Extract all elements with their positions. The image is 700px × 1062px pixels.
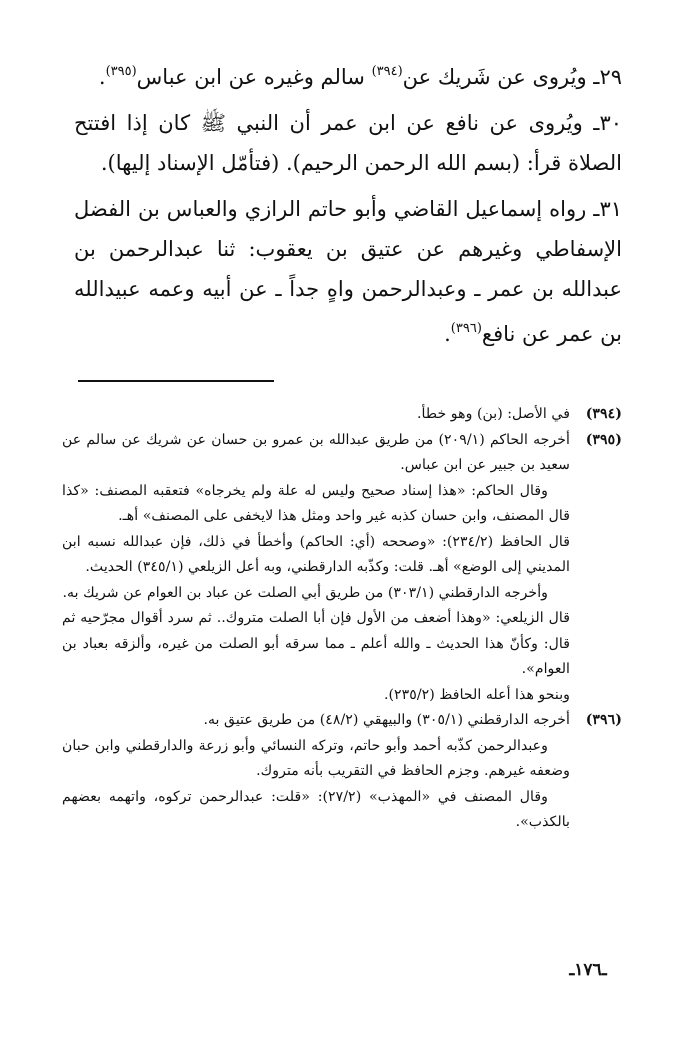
footnote-number: (٣٩٤) xyxy=(585,406,622,422)
footnotes xyxy=(62,402,622,836)
paragraph-31-end: . xyxy=(444,322,451,346)
footnote-text: وبنحو هذا أعله الحافظ (٢٣٥/٢). xyxy=(383,686,570,703)
footnote-divider xyxy=(78,380,274,382)
footnote-text: قال الزيلعي: «وهذا أضعف من الأول فإن أبا الصلت متروك.. ثم سرد أقوال مجرّحيه ثم قال: وكأنّ هذا الحديث ـ والله أعلم ـ مما سرقه أبو الصلت من غيره، وألزقه بعباد بن العوام». xyxy=(62,610,570,677)
footnote-text: وقال الحاكم: «هذا إسناد صحيح وليس له علة ولم يخرجاه» فتعقبه المصنف: «كذا قال المصنف، وابن حسان كذبه غير واحد ومثل هذا لايخفى على المصنف» أهـ. xyxy=(62,482,570,524)
footnote-ref-395[interactable]: (٣٩٥) xyxy=(105,64,137,79)
page-number: ـ١٧٦ـ xyxy=(569,960,607,980)
footnote-text: في الأصل: (بن) وهو خطأ. xyxy=(417,406,570,422)
footnote-396 xyxy=(62,708,622,836)
footnote-text: قال الحافظ (٢٣٤/٢): «وصححه (أي: الحاكم) وأخطأ في ذلك، فإن عبدالله نسبه ابن المديني إلى الوضع» أهـ. قلت: وكذّبه الدارقطني، وبه أعل الزيلعي (٣٤٥/١) الحديث. xyxy=(62,533,570,575)
paragraph-30: ٣٠ـ ويُروى عن نافع عن ابن عمر أن النبي ﷺ كان إذا افتتح الصلاة قرأ: (بسم الله الرحمن الرحيم). (فتأمّل الإسناد إليها). xyxy=(74,111,622,175)
footnote-ref-396[interactable]: (٣٩٦) xyxy=(450,321,482,336)
footnote-text: وأخرجه الدارقطني (٣٠٣/١) من طريق أبي الصلت عن عباد بن العوام عن شريك به. xyxy=(62,584,548,601)
footnote-394 xyxy=(62,402,622,428)
footnote-text: وعبدالرحمن كذّبه أحمد وأبو حاتم، وتركه النسائي وأبو زرعة والدارقطني وابن حبان وضعفه غيرهم. وجزم الحافظ في التقريب بأنه متروك. xyxy=(62,737,570,779)
main-text xyxy=(74,52,622,358)
footnote-ref-394[interactable]: (٣٩٤) xyxy=(371,64,403,79)
footnote-text: أخرجه الحاكم (٢٠٩/١) من طريق عبدالله بن عمرو بن حسان عن شريك عن سالم عن سعيد بن جبير عن ابن عباس. xyxy=(62,431,570,473)
paragraph-29 xyxy=(74,52,622,97)
paragraph-29-text-2: سالم وغيره عن ابن عباس xyxy=(136,65,372,89)
paragraph-29-end: . xyxy=(98,65,106,89)
paragraph-31 xyxy=(74,189,622,354)
paragraph-31-text: ٣١ـ رواه إسماعيل القاضي وأبو حاتم الرازي والعباس بن الفضل الإسفاطي وغيرهم عن عتيق بن يعقوب: ثنا عبدالرحمن بن عبدالله بن عمر ـ وعبدالرحمن واهٍ جداً ـ عن أبيه وعمه عبيدالله بن عمر عن نافع xyxy=(74,197,622,346)
footnote-number: (٣٩٦) xyxy=(585,712,622,728)
footnote-text: وقال المصنف في «المهذب» (٢٧/٢): «قلت: عبدالرحمن تركوه، واتهمه بعضهم بالكذب». xyxy=(62,788,570,830)
footnote-number: (٣٩٥) xyxy=(585,431,622,448)
footnote-395 xyxy=(62,428,622,709)
paragraph-29-text: ٢٩ـ ويُروى عن شَريك عن xyxy=(402,65,622,89)
footnote-text: أخرجه الدارقطني (٣٠٥/١) والبيهقي (٤٨/٢) من طريق عتيق به. xyxy=(203,712,570,728)
